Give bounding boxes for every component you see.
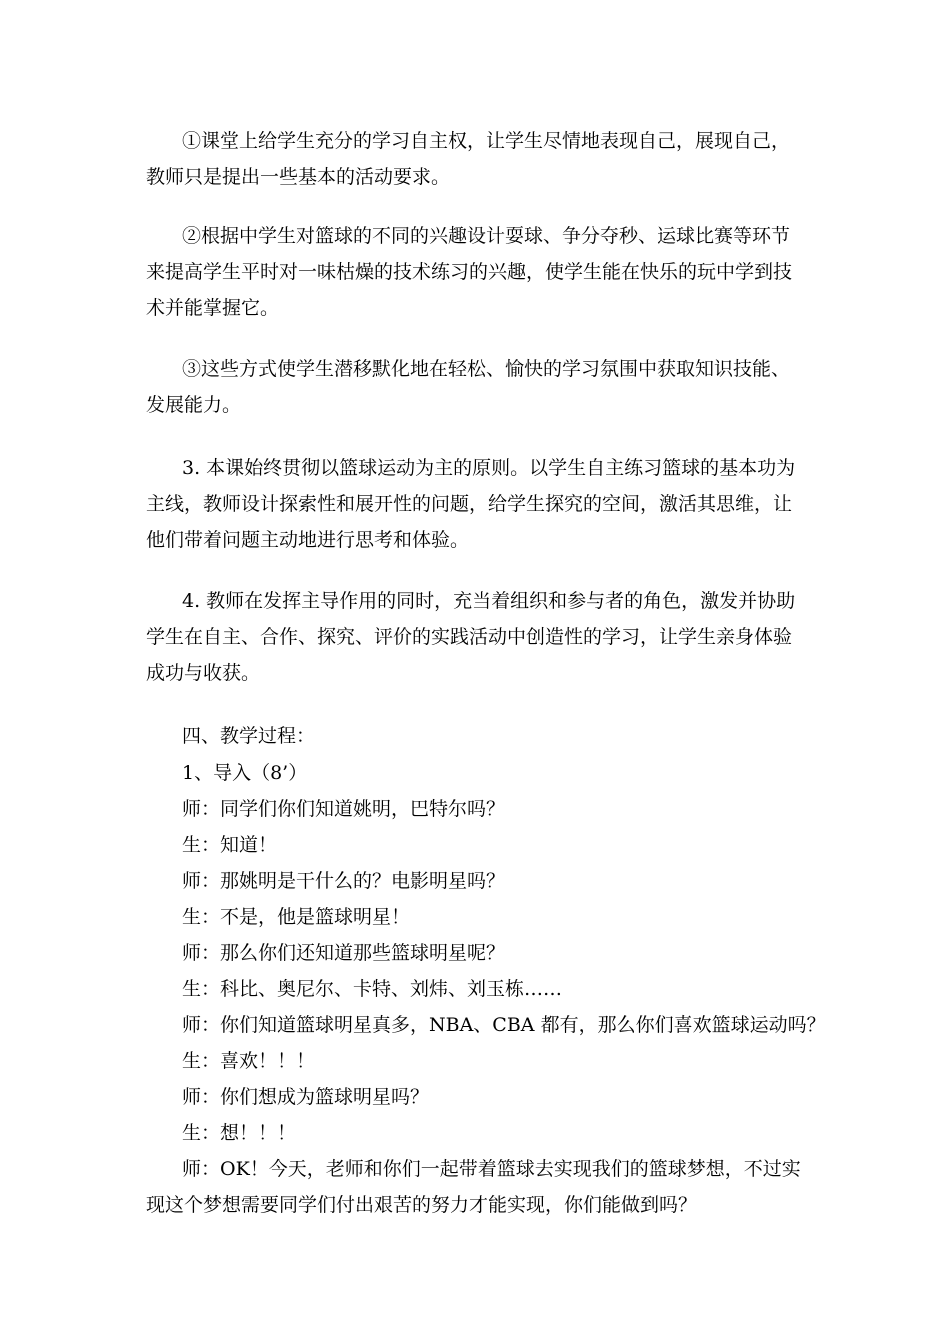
dialogue-line: 师：那么你们还知道那些篮球明星呢？	[182, 942, 506, 964]
paragraph-line: 现这个梦想需要同学们付出艰苦的努力才能实现，你们能做到吗？	[146, 1194, 698, 1216]
paragraph-5	[146, 583, 806, 691]
subsection-heading: 1、导入（8’）	[182, 762, 308, 784]
paragraph-line: 3. 本课始终贯彻以篮球运动为主的原则。以学生自主练习篮球的基本功为	[182, 457, 796, 479]
paragraph-line: 师：OK！今天，老师和你们一起带着篮球去实现我们的篮球梦想，不过实	[182, 1158, 801, 1180]
section-heading: 四、教学过程：	[182, 725, 316, 747]
dialogue-line: 师：你们想成为篮球明星吗？	[182, 1086, 430, 1108]
dialogue-line: 生：不是，他是篮球明星！	[182, 906, 411, 928]
paragraph-line: ②根据中学生对篮球的不同的兴趣设计耍球、争分夺秒、运球比赛等环节	[182, 225, 791, 247]
paragraph-line: 来提高学生平时对一味枯燥的技术练习的兴趣，使学生能在快乐的玩中学到技	[146, 261, 793, 283]
paragraph-line: 教师只是提出一些基本的活动要求。	[146, 166, 451, 188]
paragraph-line: ③这些方式使学生潜移默化地在轻松、愉快的学习氛围中获取知识技能、	[182, 358, 791, 380]
dialogue-line: 师：同学们你们知道姚明，巴特尔吗？	[182, 798, 506, 820]
paragraph-3	[146, 351, 806, 423]
paragraph-line: 他们带着问题主动地进行思考和体验。	[146, 529, 470, 551]
dialogue-line: 生：喜欢！！！	[182, 1050, 316, 1072]
paragraph-line: ①课堂上给学生充分的学习自主权，让学生尽情地表现自己，展现自己，	[182, 130, 791, 152]
paragraph-1	[146, 123, 806, 195]
paragraph-line: 学生在自主、合作、探究、评价的实践活动中创造性的学习，让学生亲身体验	[146, 626, 793, 648]
dialogue-line: 师：那姚明是干什么的？电影明星吗？	[182, 870, 506, 892]
paragraph-line: 主线，教师设计探索性和展开性的问题，给学生探究的空间，激活其思维，让	[146, 493, 793, 515]
dialogue-line: 生：想！！！	[182, 1122, 297, 1144]
paragraph-4	[146, 450, 806, 558]
closing-paragraph	[146, 1151, 806, 1223]
dialogue-line: 师：你们知道篮球明星真多，NBA、CBA 都有，那么你们喜欢篮球运动吗？	[182, 1014, 826, 1036]
paragraph-line: 术并能掌握它。	[146, 297, 280, 319]
dialogue-line: 生：科比、奥尼尔、卡特、刘炜、刘玉栋……	[182, 978, 563, 1000]
dialogue-line: 生：知道！	[182, 834, 278, 856]
paragraph-2	[146, 218, 806, 326]
paragraph-line: 4. 教师在发挥主导作用的同时，充当着组织和参与者的角色，激发并协助	[182, 590, 796, 612]
paragraph-line: 成功与收获。	[146, 662, 261, 684]
paragraph-line: 发展能力。	[146, 394, 242, 416]
